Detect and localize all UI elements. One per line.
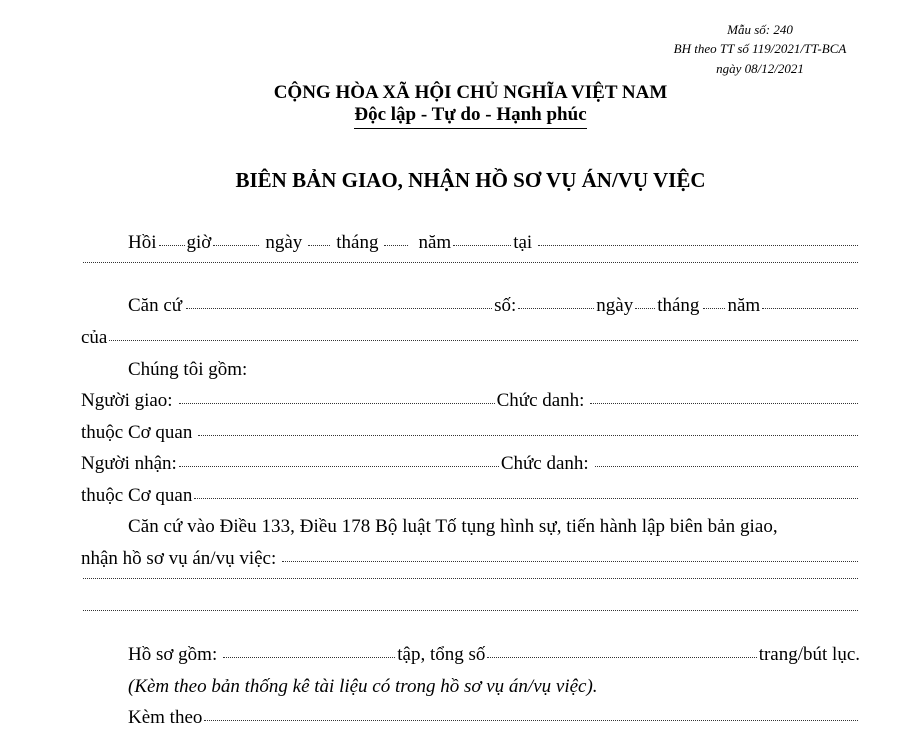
month-field[interactable]	[384, 245, 408, 246]
hour-field[interactable]	[159, 245, 185, 246]
legal-basis-row	[128, 516, 860, 542]
case-continuation-field-1[interactable]	[83, 578, 858, 579]
basis-day-field[interactable]	[635, 308, 655, 309]
receiver-row	[81, 453, 860, 479]
national-motto: Độc lập - Tự do - Hạnh phúc	[354, 104, 586, 129]
basis-month-field[interactable]	[703, 308, 725, 309]
label-pages: trang/bút lục.	[758, 644, 860, 665]
giver-agency-row	[81, 422, 860, 448]
form-issued-by: BH theo TT số 119/2021/TT-BCA	[673, 41, 847, 56]
basis-year-field[interactable]	[762, 308, 858, 309]
place-field[interactable]	[538, 245, 858, 246]
dossier-row	[128, 644, 860, 670]
we-include-row	[128, 359, 247, 385]
day-field[interactable]	[308, 245, 330, 246]
label-gio: giờ	[186, 232, 212, 253]
label-receiver: Người nhận:	[81, 453, 177, 474]
giver-row	[81, 390, 860, 416]
attached-row	[128, 707, 860, 733]
form-date: ngày 08/12/2021	[716, 61, 804, 76]
label-giver: Người giao:	[81, 390, 173, 411]
receiver-name-field[interactable]	[179, 466, 499, 467]
receiver-agency-field[interactable]	[194, 498, 858, 499]
case-continuation-row-2	[81, 612, 860, 638]
label-basis-nam: năm	[727, 295, 761, 316]
case-row	[81, 548, 860, 574]
form-number: Mẫu số: 240	[727, 22, 793, 37]
label-receiver-agency: thuộc Cơ quan	[81, 485, 193, 506]
label-so: số:	[494, 295, 517, 316]
receiver-agency-row	[81, 485, 860, 511]
basis-row	[128, 295, 860, 321]
label-basis-ngay: ngày	[596, 295, 634, 316]
legal-basis-text: Căn cứ vào Điều 133, Điều 178 Bộ luật Tố tụng hình sự, tiến hành lập biên bản giao,	[128, 516, 778, 537]
label-dossier: Hồ sơ gồm:	[128, 644, 218, 665]
time-place-row	[128, 232, 860, 258]
label-hoi: Hồi	[128, 232, 157, 253]
year-field[interactable]	[453, 245, 511, 246]
label-nam: năm	[418, 232, 452, 253]
label-basis-thang: tháng	[657, 295, 700, 316]
attachment-note: (Kèm theo bản thống kê tài liệu có trong hồ sơ vụ án/vụ việc).	[128, 676, 598, 697]
case-field[interactable]	[282, 561, 858, 562]
case-continuation-field-2[interactable]	[83, 610, 858, 611]
label-can-cu: Căn cứ	[128, 295, 183, 316]
label-ngay: ngày	[265, 232, 303, 253]
label-we-include: Chúng tôi gồm:	[128, 359, 248, 380]
basis-document-field[interactable]	[186, 308, 492, 309]
label-cua: của	[81, 327, 108, 348]
attached-field[interactable]	[204, 720, 858, 721]
country-name: CỘNG HÒA XÃ HỘI CHỦ NGHĨA VIỆT NAM	[273, 82, 668, 103]
receiver-title-field[interactable]	[595, 466, 858, 467]
label-volumes: tập, tổng số	[397, 644, 486, 665]
basis-issuer-field[interactable]	[109, 340, 858, 341]
place-continuation-row	[81, 264, 860, 290]
place-continuation-field[interactable]	[83, 262, 858, 263]
giver-title-field[interactable]	[590, 403, 858, 404]
attachment-note-row	[128, 676, 598, 702]
minute-field[interactable]	[213, 245, 259, 246]
document-title: BIÊN BẢN GIAO, NHẬN HỒ SƠ VỤ ÁN/VỤ VIỆC	[235, 168, 706, 192]
basis-number-field[interactable]	[518, 308, 594, 309]
label-attached: Kèm theo	[128, 707, 203, 728]
label-giver-title: Chức danh:	[496, 390, 585, 411]
label-case: nhận hồ sơ vụ án/vụ việc:	[81, 548, 277, 569]
label-tai: tại	[513, 232, 533, 253]
giver-agency-field[interactable]	[198, 435, 858, 436]
basis-issuer-row	[81, 327, 860, 353]
case-continuation-row-1	[81, 580, 860, 606]
label-thang: tháng	[336, 232, 379, 253]
giver-name-field[interactable]	[179, 403, 495, 404]
label-receiver-title: Chức danh:	[500, 453, 589, 474]
pages-field[interactable]	[487, 657, 756, 658]
label-giver-agency: thuộc Cơ quan	[81, 422, 193, 443]
volumes-field[interactable]	[223, 657, 395, 658]
